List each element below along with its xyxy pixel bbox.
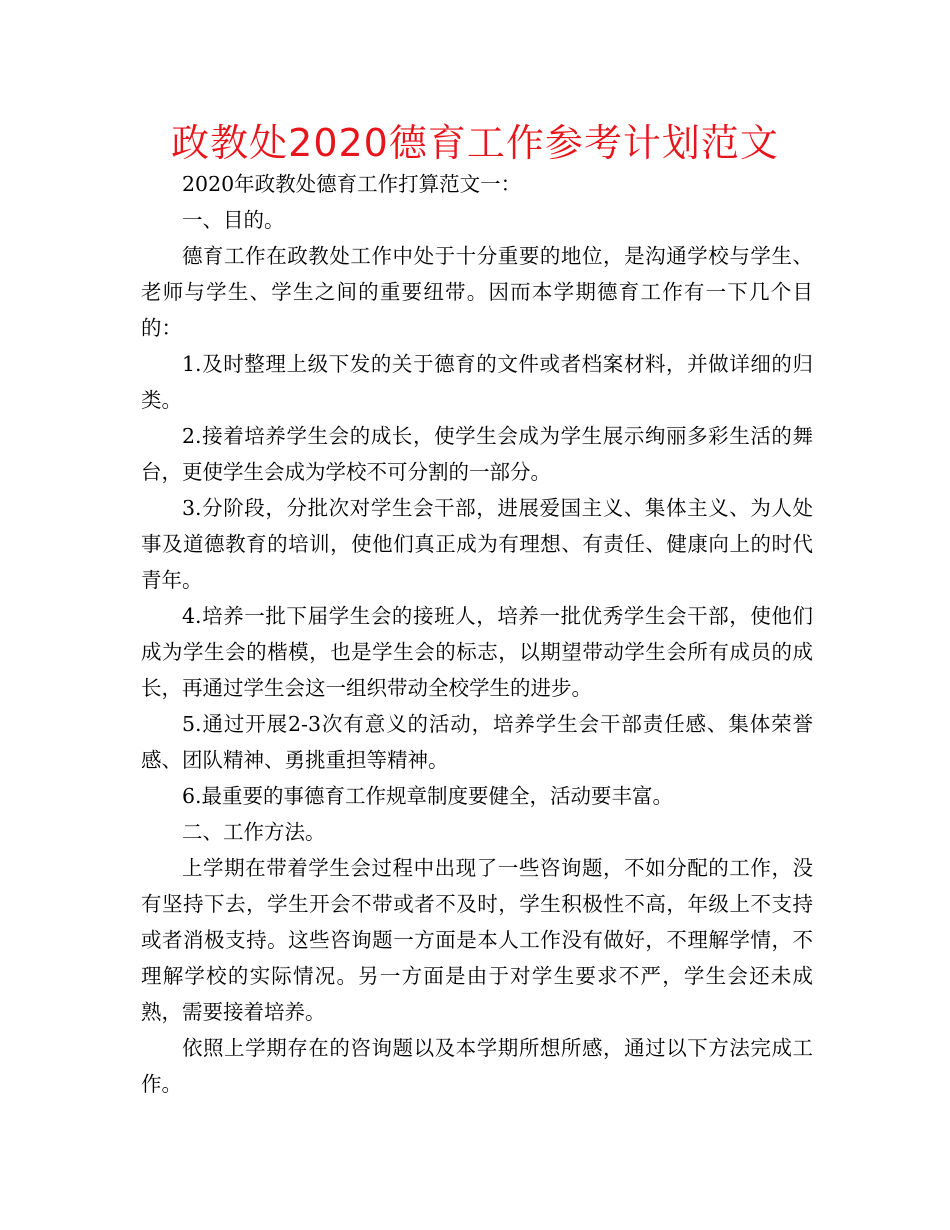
list-item-4: 4.培养一批下届学生会的接班人，培养一批优秀学生会干部，使他们成为学生会的楷模，也是学生会的标志，以期望带动学生会所有成员的成长，再通过学生会这一组织带动全校学生的进步。 xyxy=(141,604,813,700)
list-item-6: 6.最重要的事德育工作规章制度要健全，活动要丰富。 xyxy=(182,784,674,808)
list-item-2: 2.接着培养学生会的成长，使学生会成为学生展示绚丽多彩生活的舞台，更使学生会成为学校不可分割的一部分。 xyxy=(141,424,813,484)
paragraph-method: 上学期在带着学生会过程中出现了一些咨询题，不如分配的工作，没有坚持下去，学生开会不带或者不及时，学生积极性不高，年级上不支持或者消极支持。这些咨询题一方面是本人工作没有做好，不理解学情，不理解学校的实际情况。另一方面是由于对学生要求不严，学生会还未成熟，需要接着培养。 xyxy=(141,856,813,1024)
paragraph-method-plan: 依照上学期存在的咨询题以及本学期所想所感，通过以下方法完成工作。 xyxy=(141,1036,813,1096)
document-body xyxy=(141,166,813,1102)
list-item-5: 5.通过开展2-3次有意义的活动，培养学生会干部责任感、集体荣誉感、团队精神、勇挑重担等精神。 xyxy=(141,712,813,772)
paragraph-intro: 2020年政教处德育工作打算范文一： xyxy=(182,172,522,196)
list-item-3: 3.分阶段，分批次对学生会干部，进展爱国主义、集体主义、为人处事及道德教育的培训，使他们真正成为有理想、有责任、健康向上的时代青年。 xyxy=(141,496,813,592)
document-title: 政教处2020德育工作参考计划范文 xyxy=(171,121,779,165)
list-item-1: 1.及时整理上级下发的关于德育的文件或者档案材料，并做详细的归类。 xyxy=(141,352,813,412)
paragraph-purpose: 德育工作在政教处工作中处于十分重要的地位，是沟通学校与学生、老师与学生、学生之间的重要纽带。因而本学期德育工作有一下几个目的： xyxy=(141,244,813,340)
heading-method: 二、工作方法。 xyxy=(182,820,326,844)
heading-purpose: 一、目的。 xyxy=(182,208,285,232)
